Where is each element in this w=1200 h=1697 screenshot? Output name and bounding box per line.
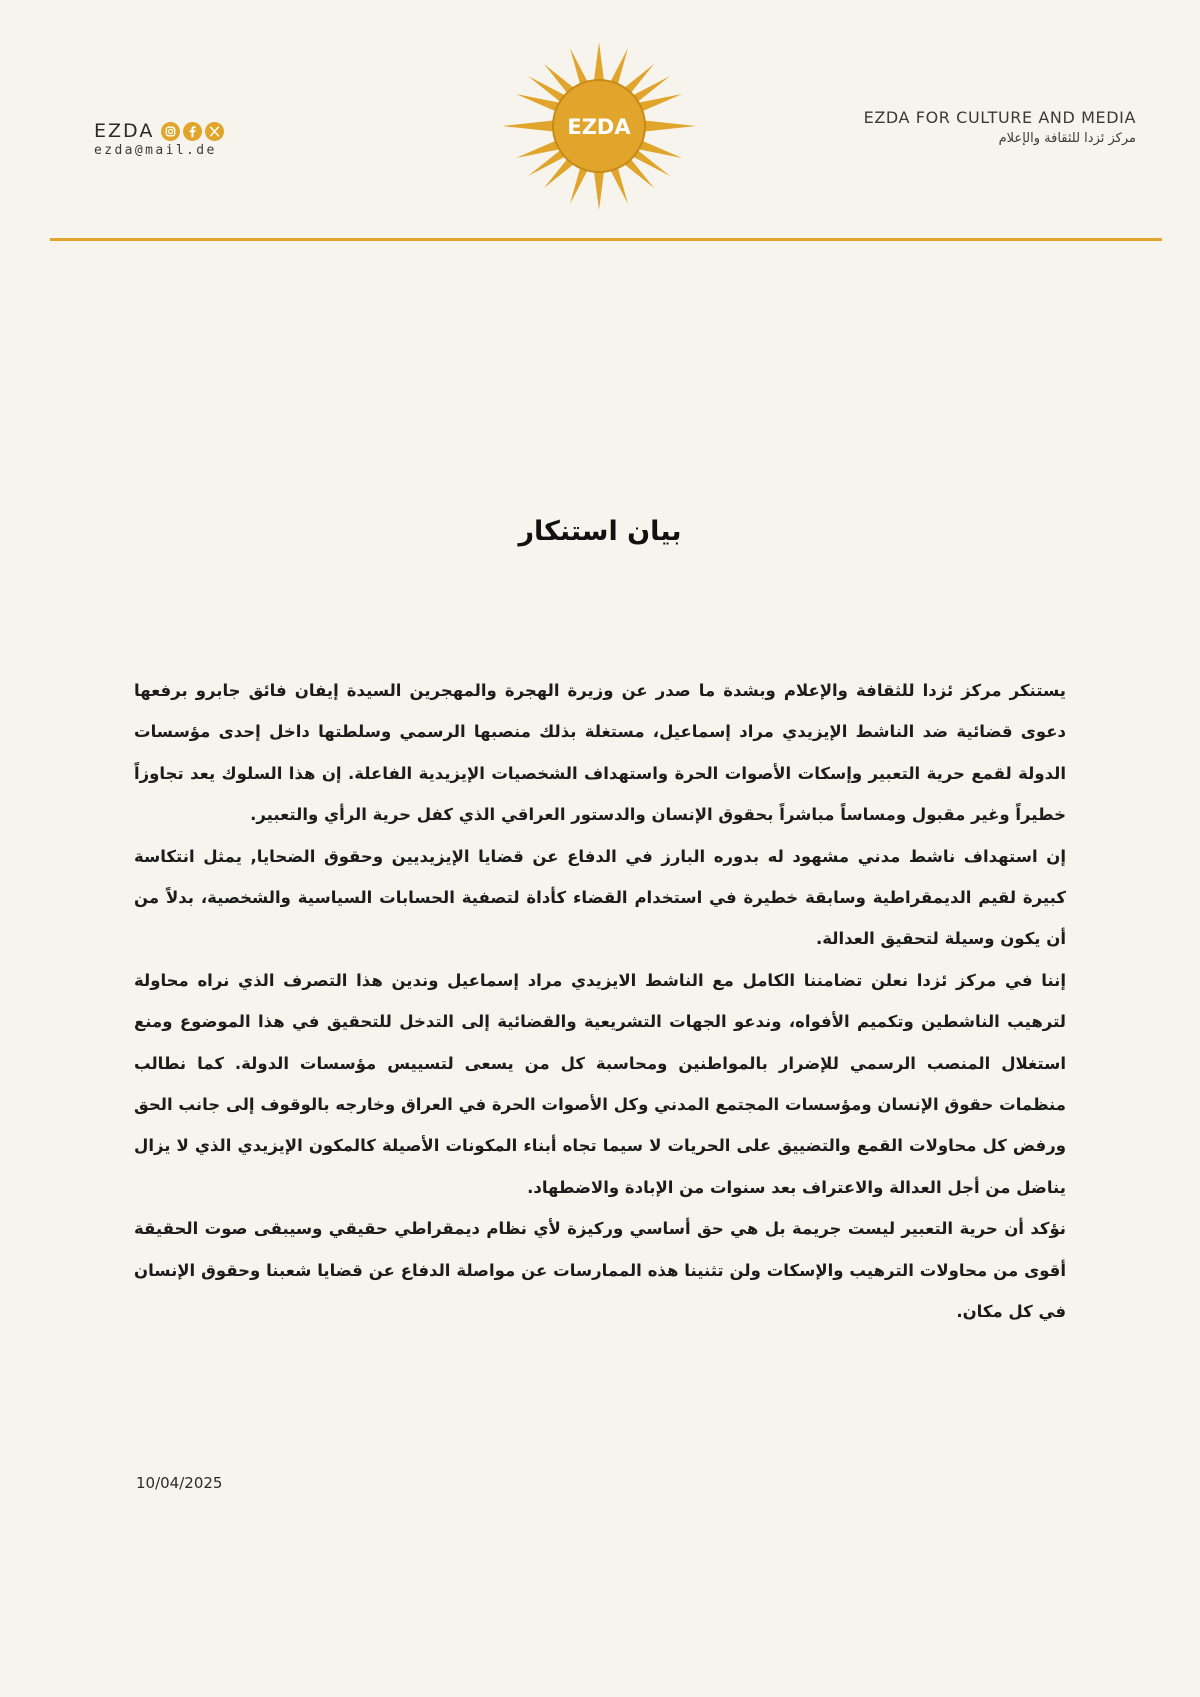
- body-paragraph: يستنكر مركز ئزدا للثقافة والإعلام وبشدة ما صدر عن وزيرة الهجرة والمهجرين السيدة إيفان فائق جابرو برفعها دعوى قضائية ضد الناشط الإيزيدي مراد إسماعيل، مستغلة بذلك منصبها الرسمي وسلطتها داخل إحدى مؤسسات الدولة لقمع حرية التعبير وإسكات الأصوات الحرة واستهداف الشخصيات الإيزيدية الفاعلة. إن هذا السلوك يعد تجاوزاً خطيراً وغير مقبول ومساساً مباشراً بحقوق الإنسان والدستور العراقي الذي كفل حرية الرأي والتعبير.: [134, 681, 1066, 825]
- page-title: بيان استنكار: [518, 516, 682, 547]
- body-paragraph: نؤكد أن حرية التعبير ليست جريمة بل هي حق أساسي وركيزة لأي نظام ديمقراطي حقيقي وسيبقى صوت الحقيقة أقوى من محاولات الترهيب والإسكات ولن تثنينا هذه الممارسات عن مواصلة الدفاع عن قضايا شعبنا وحقوق الإنسان في كل مكان.: [134, 1219, 1066, 1322]
- brand-name-arabic: مركز ئزدا للثقافة والإعلام: [998, 131, 1136, 146]
- brand-email: ezda@mail.de: [94, 143, 217, 158]
- brand-name: EZDA: [94, 120, 155, 142]
- body-paragraph: إننا في مركز ئزدا نعلن تضامننا الكامل مع الناشط الايزيدي مراد إسماعيل وندين هذا التصرف الذي نراه محاولة لترهيب الناشطين وتكميم الأفواه، وندعو الجهات التشريعية والقضائية إلى التدخل للتحقيق في هذا الموضوع ومنع استغلال المنصب الرسمي للإضرار بالمواطنين ومحاسبة كل من يسعى لتسييس مؤسسات الدولة. كما نطالب منظمات حقوق الإنسان ومؤسسات المجتمع المدني وكل الأصوات الحرة في العراق وخارجه بالوقوف إلى جانب الحق ورفض كل محاولات القمع والتضييق على الحريات لا سيما تجاه أبناء المكونات الأصيلة كالمكون الإيزيدي الذي لا يزال يناضل من أجل العدالة والاعتراف بعد سنوات من الإبادة والاضطهاد.: [134, 970, 1066, 1197]
- ezda-sun-logo: [502, 42, 696, 210]
- logo-text: EZDA: [567, 115, 631, 139]
- facebook-icon[interactable]: [183, 122, 202, 141]
- body-paragraph: إن استهداف ناشط مدني مشهود له بدوره البارز في الدفاع عن قضايا الإيزيديين وحقوق الضحايا, يمثل انتكاسة كبيرة لقيم الديمقراطية وسابقة خطيرة في استخدام القضاء كأداة لتصفية الحسابات السياسية والشخصية، بدلاً من أن يكون وسيلة لتحقيق العدالة.: [134, 846, 1066, 949]
- header-brand-left: [94, 120, 224, 158]
- x-icon[interactable]: [205, 122, 224, 141]
- instagram-icon[interactable]: [161, 122, 180, 141]
- header-brand-right: [864, 108, 1136, 146]
- brand-name-english: EZDA FOR CULTURE AND MEDIA: [863, 108, 1136, 127]
- document-date: 10/04/2025: [136, 1474, 223, 1492]
- header-divider: [50, 238, 1162, 241]
- document-body: [134, 670, 1066, 1333]
